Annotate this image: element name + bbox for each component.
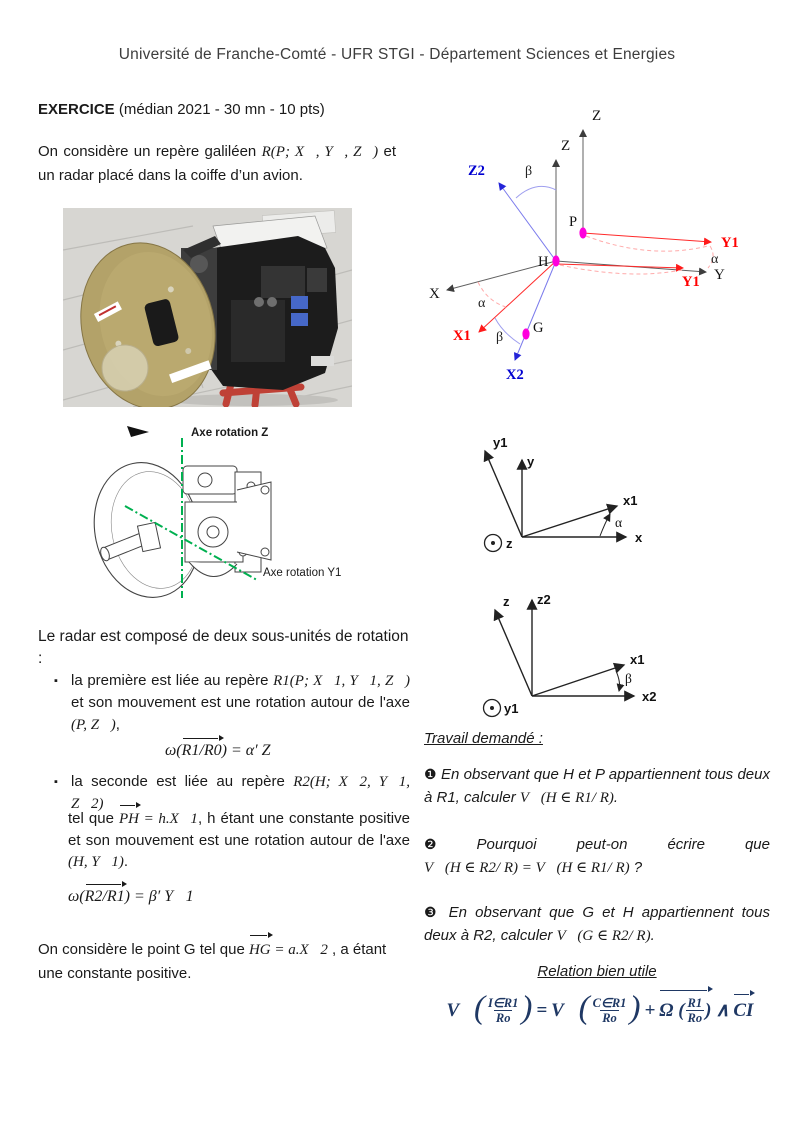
axis-y1-label: Axe rotation Y1 — [263, 567, 342, 579]
q2-word-2: peut-on — [576, 836, 628, 853]
label-z-lower: Z — [561, 138, 571, 154]
q2-word-4: que — [744, 836, 770, 853]
fraction-1 — [486, 996, 520, 1026]
label-beta-top: β — [525, 164, 533, 179]
b2-text-1: la seconde est liée au repère — [71, 773, 294, 790]
intro-paragraph — [38, 140, 396, 187]
formula-wedge: ∧ — [715, 1000, 730, 1021]
radar-lead-paragraph: Le radar est composé de deux sous-unités de rotation : — [38, 628, 409, 667]
alpha-label-angle: α — [615, 515, 623, 530]
eq1-z-vector: Z⃗ — [261, 742, 283, 759]
beta-label-z2: z2 — [537, 592, 551, 607]
beta-label-angle: β — [625, 671, 632, 686]
beta-label-y1: y1 — [504, 701, 519, 716]
b2-text-4: . — [123, 853, 129, 870]
q3-text: En observant que G et H appartiennent tous deux à R2, calculer — [424, 904, 770, 944]
b2-math-hx1: = h.X⃗1 — [138, 811, 198, 827]
open-paren-1: ( — [473, 990, 485, 1026]
q2-end: ? — [629, 859, 643, 876]
bullet-first-subunit — [52, 670, 410, 736]
q2-word-3: écrire — [667, 836, 705, 853]
rotation-diagram-beta — [440, 580, 700, 730]
label-p: P — [569, 214, 578, 230]
eq1-post: ) = α′ — [221, 742, 262, 759]
fraction-3-num: R1 — [687, 995, 703, 1010]
alpha-label-y: y — [527, 454, 535, 469]
formula-v2: V⃗ — [551, 999, 579, 1021]
close-paren-2: ) — [629, 990, 641, 1026]
alpha-axes — [485, 451, 626, 537]
formula-omega-close: ) — [705, 999, 712, 1021]
alpha-label-x1: x1 — [623, 493, 638, 508]
relation-formula — [420, 990, 780, 1027]
rotation-diagram-alpha — [440, 420, 700, 580]
equation-omega-r2-r1 — [68, 888, 194, 906]
label-x: X — [429, 286, 440, 302]
bullet-icon: ▪ — [54, 776, 58, 788]
question-3 — [424, 901, 770, 948]
b2-text-2: tel que — [68, 810, 119, 827]
question-1 — [424, 763, 770, 810]
eq1-vector-over: R1/R0 — [181, 742, 222, 759]
pink-guide-arcs — [478, 236, 713, 307]
intro-text-2: et un radar placé dans la coiffe d’un avion. — [38, 143, 396, 184]
radar-line-drawing — [85, 420, 415, 620]
fraction-2-num: C∈R1 — [592, 995, 627, 1010]
equation-omega-r1-r0 — [38, 742, 410, 760]
label-z2: Z2 — [468, 163, 485, 179]
black-axes — [447, 130, 706, 290]
q3-end: . — [650, 927, 655, 944]
eq2-y1-vector: Y⃗1 — [164, 888, 194, 905]
eq2-pre: ω( — [68, 888, 85, 905]
b1-text-3: , — [115, 716, 120, 733]
bullet-icon: ▪ — [54, 675, 58, 687]
beta-axes — [495, 600, 634, 696]
second-subunit-detail — [68, 808, 410, 873]
ink-mark — [127, 426, 149, 437]
formula-ci-vector: CI — [733, 999, 754, 1021]
exercise-title-bold: EXERCICE — [38, 101, 115, 118]
g-text-1: On considère le point G tel que — [38, 941, 249, 958]
b1-text-1: la première est liée au repère — [71, 672, 274, 689]
alpha-label-x: x — [635, 530, 643, 545]
formula-omega: Ω ( — [659, 999, 685, 1021]
q2-math: V⃗(H ∈ R2/ R) = V⃗(H ∈ R1/ R) — [424, 860, 630, 876]
fraction-1-den: Ro — [495, 1011, 511, 1025]
b2-text-3: , h étant une constante positive et son mouvement est une rotation autour de l'axe — [68, 810, 410, 849]
frames-3d-diagram — [420, 100, 794, 400]
q1-end: . — [613, 789, 619, 806]
question-3-number: ❸ — [424, 904, 441, 920]
label-h: H — [538, 254, 549, 270]
label-y1-lower: Y1 — [682, 274, 700, 290]
radar-photo — [63, 208, 352, 407]
eq2-vector-over: R2/R1 — [84, 888, 125, 905]
g-text-2: , a étant une constante positive. — [38, 941, 387, 982]
point-g-paragraph — [38, 938, 410, 985]
fraction-2 — [591, 996, 629, 1026]
dish-dome — [102, 345, 148, 391]
q1-text: En observant que H et P appartiennent tous deux à R1, calculer — [424, 766, 770, 806]
q2-word-1: Pourquoi — [476, 836, 537, 853]
b2-ph-vector: PH — [119, 809, 139, 830]
question-2-line2 — [424, 856, 770, 880]
formula-plus: + — [644, 999, 656, 1021]
fraction-2-den: Ro — [602, 1011, 617, 1025]
g-hg-vector: HG — [249, 939, 271, 962]
label-beta-bottom: β — [496, 330, 504, 345]
label-y: Y — [714, 267, 725, 283]
work-heading: Travail demandé : — [424, 730, 543, 747]
q3-math: V⃗(G ∈ R2/ R) — [556, 928, 651, 944]
beta-label-x2: x2 — [642, 689, 657, 704]
label-g: G — [533, 320, 544, 336]
intro-text-1: On considère un repère galiléen — [38, 143, 262, 160]
question-2 — [424, 833, 770, 880]
b2-math-frame: R2(H; X⃗2, Y⃗1, Z⃗2) — [71, 774, 410, 812]
eq2-post: ) = β′ — [124, 888, 165, 905]
intro-math-frame: R(P; X⃗, Y⃗, Z⃗) — [261, 144, 379, 160]
question-2-number: ❷ — [424, 836, 437, 852]
open-paren-2: ( — [578, 990, 590, 1026]
formula-equals: = — [536, 999, 548, 1021]
label-alpha-right: α — [711, 252, 719, 267]
beta-label-z: z — [503, 594, 510, 609]
close-paren-1: ) — [521, 990, 533, 1026]
fraction-1-num: I∈R1 — [487, 995, 519, 1010]
label-alpha-left: α — [478, 296, 486, 311]
label-x2: X2 — [506, 367, 524, 383]
formula-omega-term — [659, 996, 711, 1026]
label-x1: X1 — [453, 328, 471, 344]
beta-label-x1: x1 — [630, 652, 645, 667]
exercise-title-rest: (médian 2021 - 30 mn - 10 pts) — [114, 101, 325, 118]
q1-math: V⃗(H ∈ R1/ R) — [519, 790, 614, 806]
question-1-number: ❶ — [424, 766, 437, 782]
fraction-3-den: Ro — [687, 1011, 703, 1025]
b2-math-axis: (H, Y⃗1) — [68, 854, 124, 870]
exercise-title — [38, 101, 325, 118]
label-z-upper: Z — [592, 108, 602, 124]
beta-y1-symbol — [484, 700, 501, 717]
drawing-mechanism — [183, 466, 271, 577]
alpha-z-symbol — [485, 535, 502, 552]
eq1-pre: ω( — [165, 742, 182, 759]
b1-text-2: et son mouvement est une rotation autour de l'axe — [71, 694, 410, 711]
red-axes — [479, 233, 711, 332]
question-2-line1 — [424, 833, 770, 856]
g-math-ax2: = a.X⃗2 — [270, 942, 328, 958]
axis-z-label: Axe rotation Z — [191, 427, 269, 439]
relation-heading: Relation bien utile — [537, 963, 657, 980]
university-header: Université de Franche-Comté - UFR STGI - Département Sciences et Energies — [118, 46, 676, 63]
bullet-first-text — [71, 670, 410, 736]
formula-v1: V⃗ — [446, 999, 474, 1021]
b1-math-frame: R1(P; X⃗1, Y⃗1, Z⃗) — [273, 673, 410, 689]
fraction-3 — [686, 996, 705, 1026]
label-y1-upper: Y1 — [721, 235, 739, 251]
alpha-label-y1: y1 — [493, 435, 508, 450]
b1-math-axis: (P, Z⃗) — [71, 717, 116, 733]
alpha-label-z: z — [506, 536, 513, 551]
